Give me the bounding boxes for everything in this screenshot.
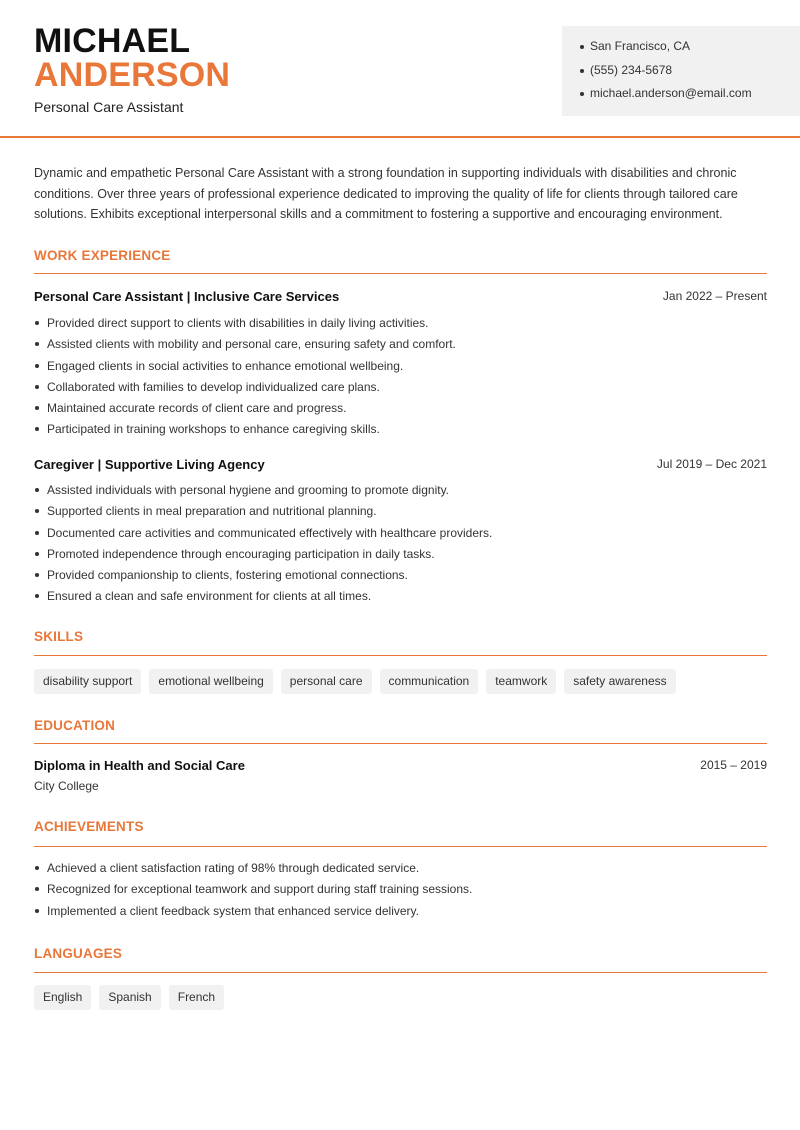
bullet-icon [580,92,584,96]
list-item [34,566,767,587]
bullet-icon [35,509,39,513]
list-item-text: Ensured a clean and safe environment for clients at all times. [47,589,372,604]
achievements-heading: ACHIEVEMENTS [34,819,144,834]
contact-location-text: San Francisco, CA [590,39,691,53]
list-item [34,481,767,502]
bullet-icon [35,594,39,598]
bullet-icon [35,342,39,346]
job-1-header [34,289,767,307]
languages-heading: LANGUAGES [34,946,123,961]
bullet-icon [35,406,39,410]
list-item [34,902,767,923]
achievements-list [34,859,767,923]
bullet-icon [35,427,39,431]
list-item-text: Supported clients in meal preparation and nutritional planning. [47,504,377,519]
list-item [34,399,767,420]
list-item [34,524,767,545]
first-name: MICHAEL [34,22,191,60]
section-divider [34,273,767,274]
summary: Dynamic and empathetic Personal Care Assistant with a strong foundation in supporting individuals with disabilities and chronic conditions. Over three years of professional experience dedicated to improving the quality of life for clients through tailored care solutions. Exhibits exceptional interpersonal skills and a commitment to fostering a supportive and encouraging environment. [34,166,738,221]
job-2-title: Caregiver | Supportive Living Agency [34,457,265,472]
list-item [34,335,767,356]
contact-phone [580,60,800,84]
list-item [34,357,767,378]
list-item [34,545,767,566]
job-1-bullets [34,314,767,442]
list-item [34,378,767,399]
job-title: Personal Care Assistant [34,99,184,115]
list-item [34,859,767,880]
list-item-text: Recognized for exceptional teamwork and support during staff training sessions. [47,882,473,897]
bullet-icon [35,573,39,577]
education-header [34,758,767,776]
bullet-icon [35,321,39,325]
list-item-text: Assisted clients with mobility and personal care, ensuring safety and comfort. [47,337,456,352]
last-name: ANDERSON [34,56,231,94]
list-item-text: Collaborated with families to develop individualized care plans. [47,379,380,394]
contact-box [562,26,800,116]
list-item [34,314,767,335]
section-divider [34,655,767,656]
languages-tags [34,985,224,1011]
bullet-icon [35,364,39,368]
bullet-icon [35,909,39,913]
job-2-bullets [34,481,767,609]
contact-email [580,83,800,107]
work-experience-heading: WORK EXPERIENCE [34,248,171,263]
job-1-title: Personal Care Assistant | Inclusive Care Services [34,289,340,304]
job-1-dates: Jan 2022 – Present [662,289,767,303]
job-2-header [34,457,767,475]
bullet-icon [35,866,39,870]
degree-title: Diploma in Health and Social Care [34,758,245,773]
bullet-icon [35,385,39,389]
skills-tags [34,669,676,695]
skill-tag: emotional wellbeing [149,669,272,694]
skills-heading: SKILLS [34,629,84,644]
list-item-text: Engaged clients in social activities to enhance emotional wellbeing. [47,358,404,373]
language-tag: French [169,985,224,1010]
skill-tag: safety awareness [564,669,675,694]
list-item-text: Provided companionship to clients, fostering emotional connections. [47,568,408,583]
list-item-text: Provided direct support to clients with disabilities in daily living activities. [47,316,429,330]
contact-phone-text: (555) 234-5678 [590,62,673,77]
bullet-icon [35,531,39,535]
school-name: City College [34,779,99,793]
language-tag: English [34,985,91,1010]
resume-header [0,0,800,138]
skill-tag: communication [380,669,479,694]
skill-tag: personal care [281,669,372,694]
list-item [34,420,767,441]
language-tag: Spanish [99,985,160,1010]
list-item [34,587,767,608]
bullet-icon [580,69,584,73]
list-item-text: Achieved a client satisfaction rating of 98% through dedicated service. [47,861,420,875]
skill-tag: teamwork [486,669,556,694]
education-heading: EDUCATION [34,718,116,733]
section-divider [34,743,767,744]
bullet-icon [35,552,39,556]
list-item [34,502,767,523]
skill-tag: disability support [34,669,141,694]
job-2-dates: Jul 2019 – Dec 2021 [656,457,767,471]
contact-email-text: michael.anderson@email.com [590,86,752,100]
contact-location [580,36,800,60]
list-item-text: Maintained accurate records of client care and progress. [47,401,347,416]
education-dates: 2015 – 2019 [700,758,767,772]
list-item-text: Assisted individuals with personal hygiene and grooming to promote dignity. [47,483,450,497]
section-divider [34,972,767,973]
bullet-icon [35,488,39,492]
section-divider [34,846,767,847]
list-item-text: Documented care activities and communicated effectively with healthcare providers. [47,525,493,540]
list-item-text: Implemented a client feedback system that enhanced service delivery. [47,903,419,918]
list-item-text: Promoted independence through encouraging participation in daily tasks. [47,546,435,561]
bullet-icon [580,45,584,49]
list-item-text: Participated in training workshops to enhance caregiving skills. [47,422,380,437]
bullet-icon [35,887,39,891]
list-item [34,880,767,901]
